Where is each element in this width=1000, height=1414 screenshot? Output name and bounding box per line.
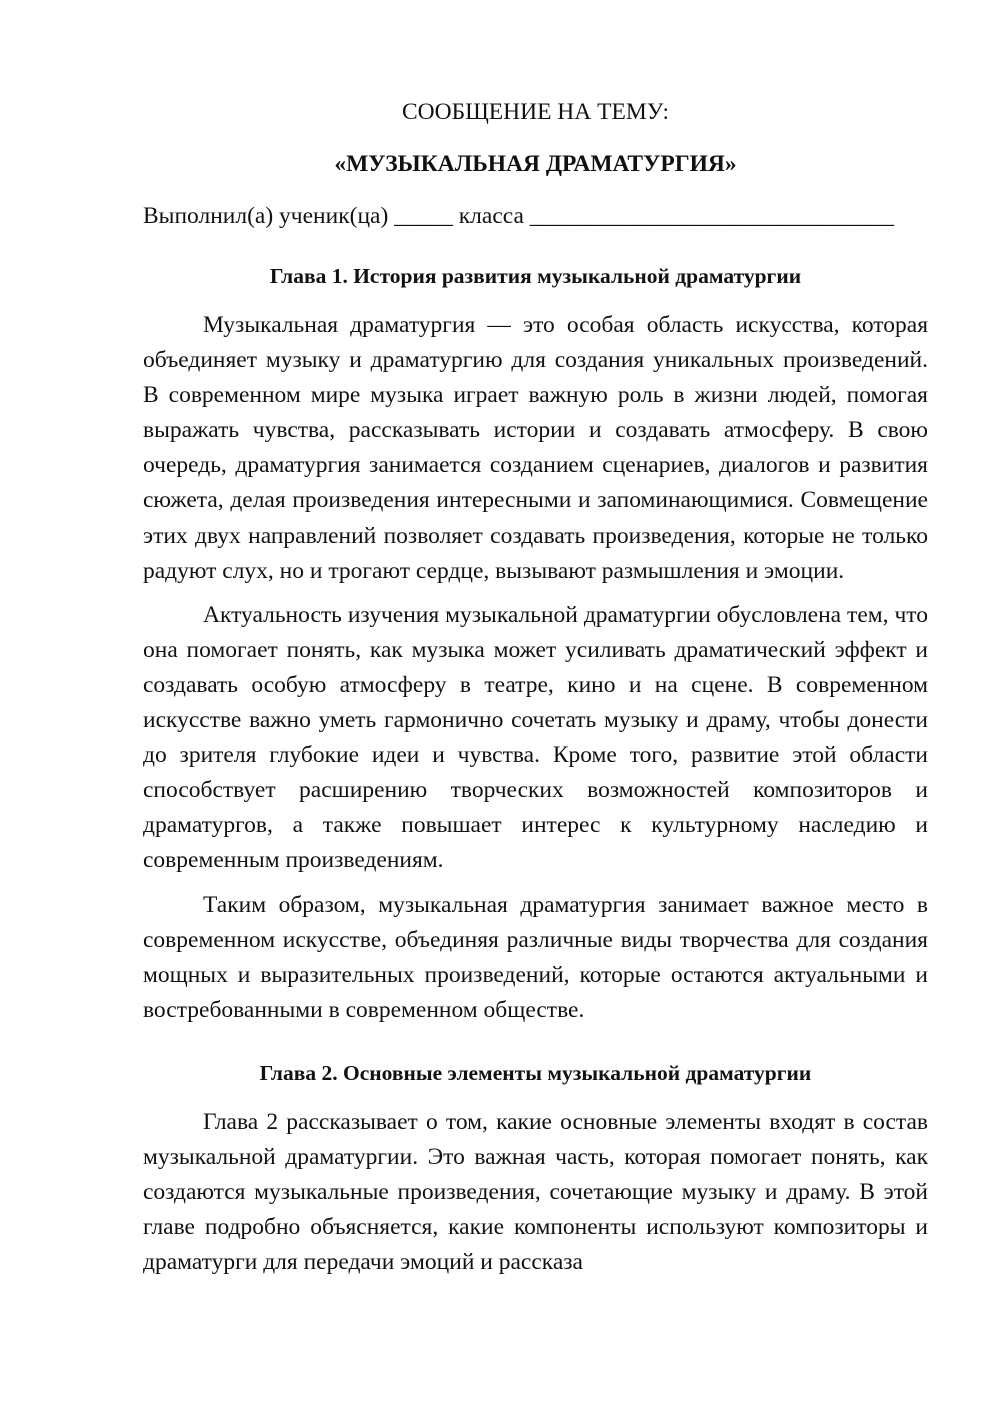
chapter-1-paragraph-1: Музыкальная драматургия — это особая область искусства, которая объединяет музыку и драматургию для создания уникальных произведений. В современном мире музыка играет важную роль в жизни людей, помогая выражать чувства, рассказывать истории и создавать атмосферу. В свою очередь, драматургия занимается созданием сценариев, диалогов и развития сюжета, делая произведения интересными и запоминающимися. Совмещение этих двух направлений позволяет создавать произведения, которые не только радуют слух, но и трогают сердце, вызывают размышления и эмоции. [143,312,928,584]
chapter-1-paragraph-3: Таким образом, музыкальная драматургия занимает важное место в современном искусстве, объединяя различные виды творчества для создания мощных и выразительных произведений, которые остаются актуальными и востребованными в современном обществе. [143,891,928,1023]
chapter-1-heading: Глава 1. История развития музыкальной драматургии [269,264,802,288]
author-line: Выполнил(а) ученик(ца) _____ класса _______________________________ [143,203,895,229]
chapter-2-paragraph-1: Глава 2 рассказывает о том, какие основные элементы входят в состав музыкальной драматургии. Это важная часть, которая помогает понять, как создаются музыкальные произведения, сочетающие музыку и драму. В этой главе подробно объясняется, какие компоненты используют композиторы и драматурги для передачи эмоций и рассказа [143,1108,928,1276]
chapter-2-heading: Глава 2. Основные элементы музыкальной драматургии [259,1060,812,1085]
document-title-line-1: СООБЩЕНИЕ НА ТЕМУ: [401,99,670,125]
chapter-1-paragraph-2: Актуальность изучения музыкальной драматургии обусловлена тем, что она помогает понять, как музыка может усиливать драматический эффект и создавать особую атмосферу в театре, кино и на сцене. В современном искусстве важно уметь гармонично сочетать музыку и драму, чтобы донести до зрителя глубокие идеи и чувства. Кроме того, развитие этой области способствует расширению творческих возможностей композиторов и драматургов, а также повышает интерес к культурному наследию и современным произведениям. [143,601,928,874]
document-title-line-2: «МУЗЫКАЛЬНАЯ ДРАМАТУРГИЯ» [334,151,737,177]
